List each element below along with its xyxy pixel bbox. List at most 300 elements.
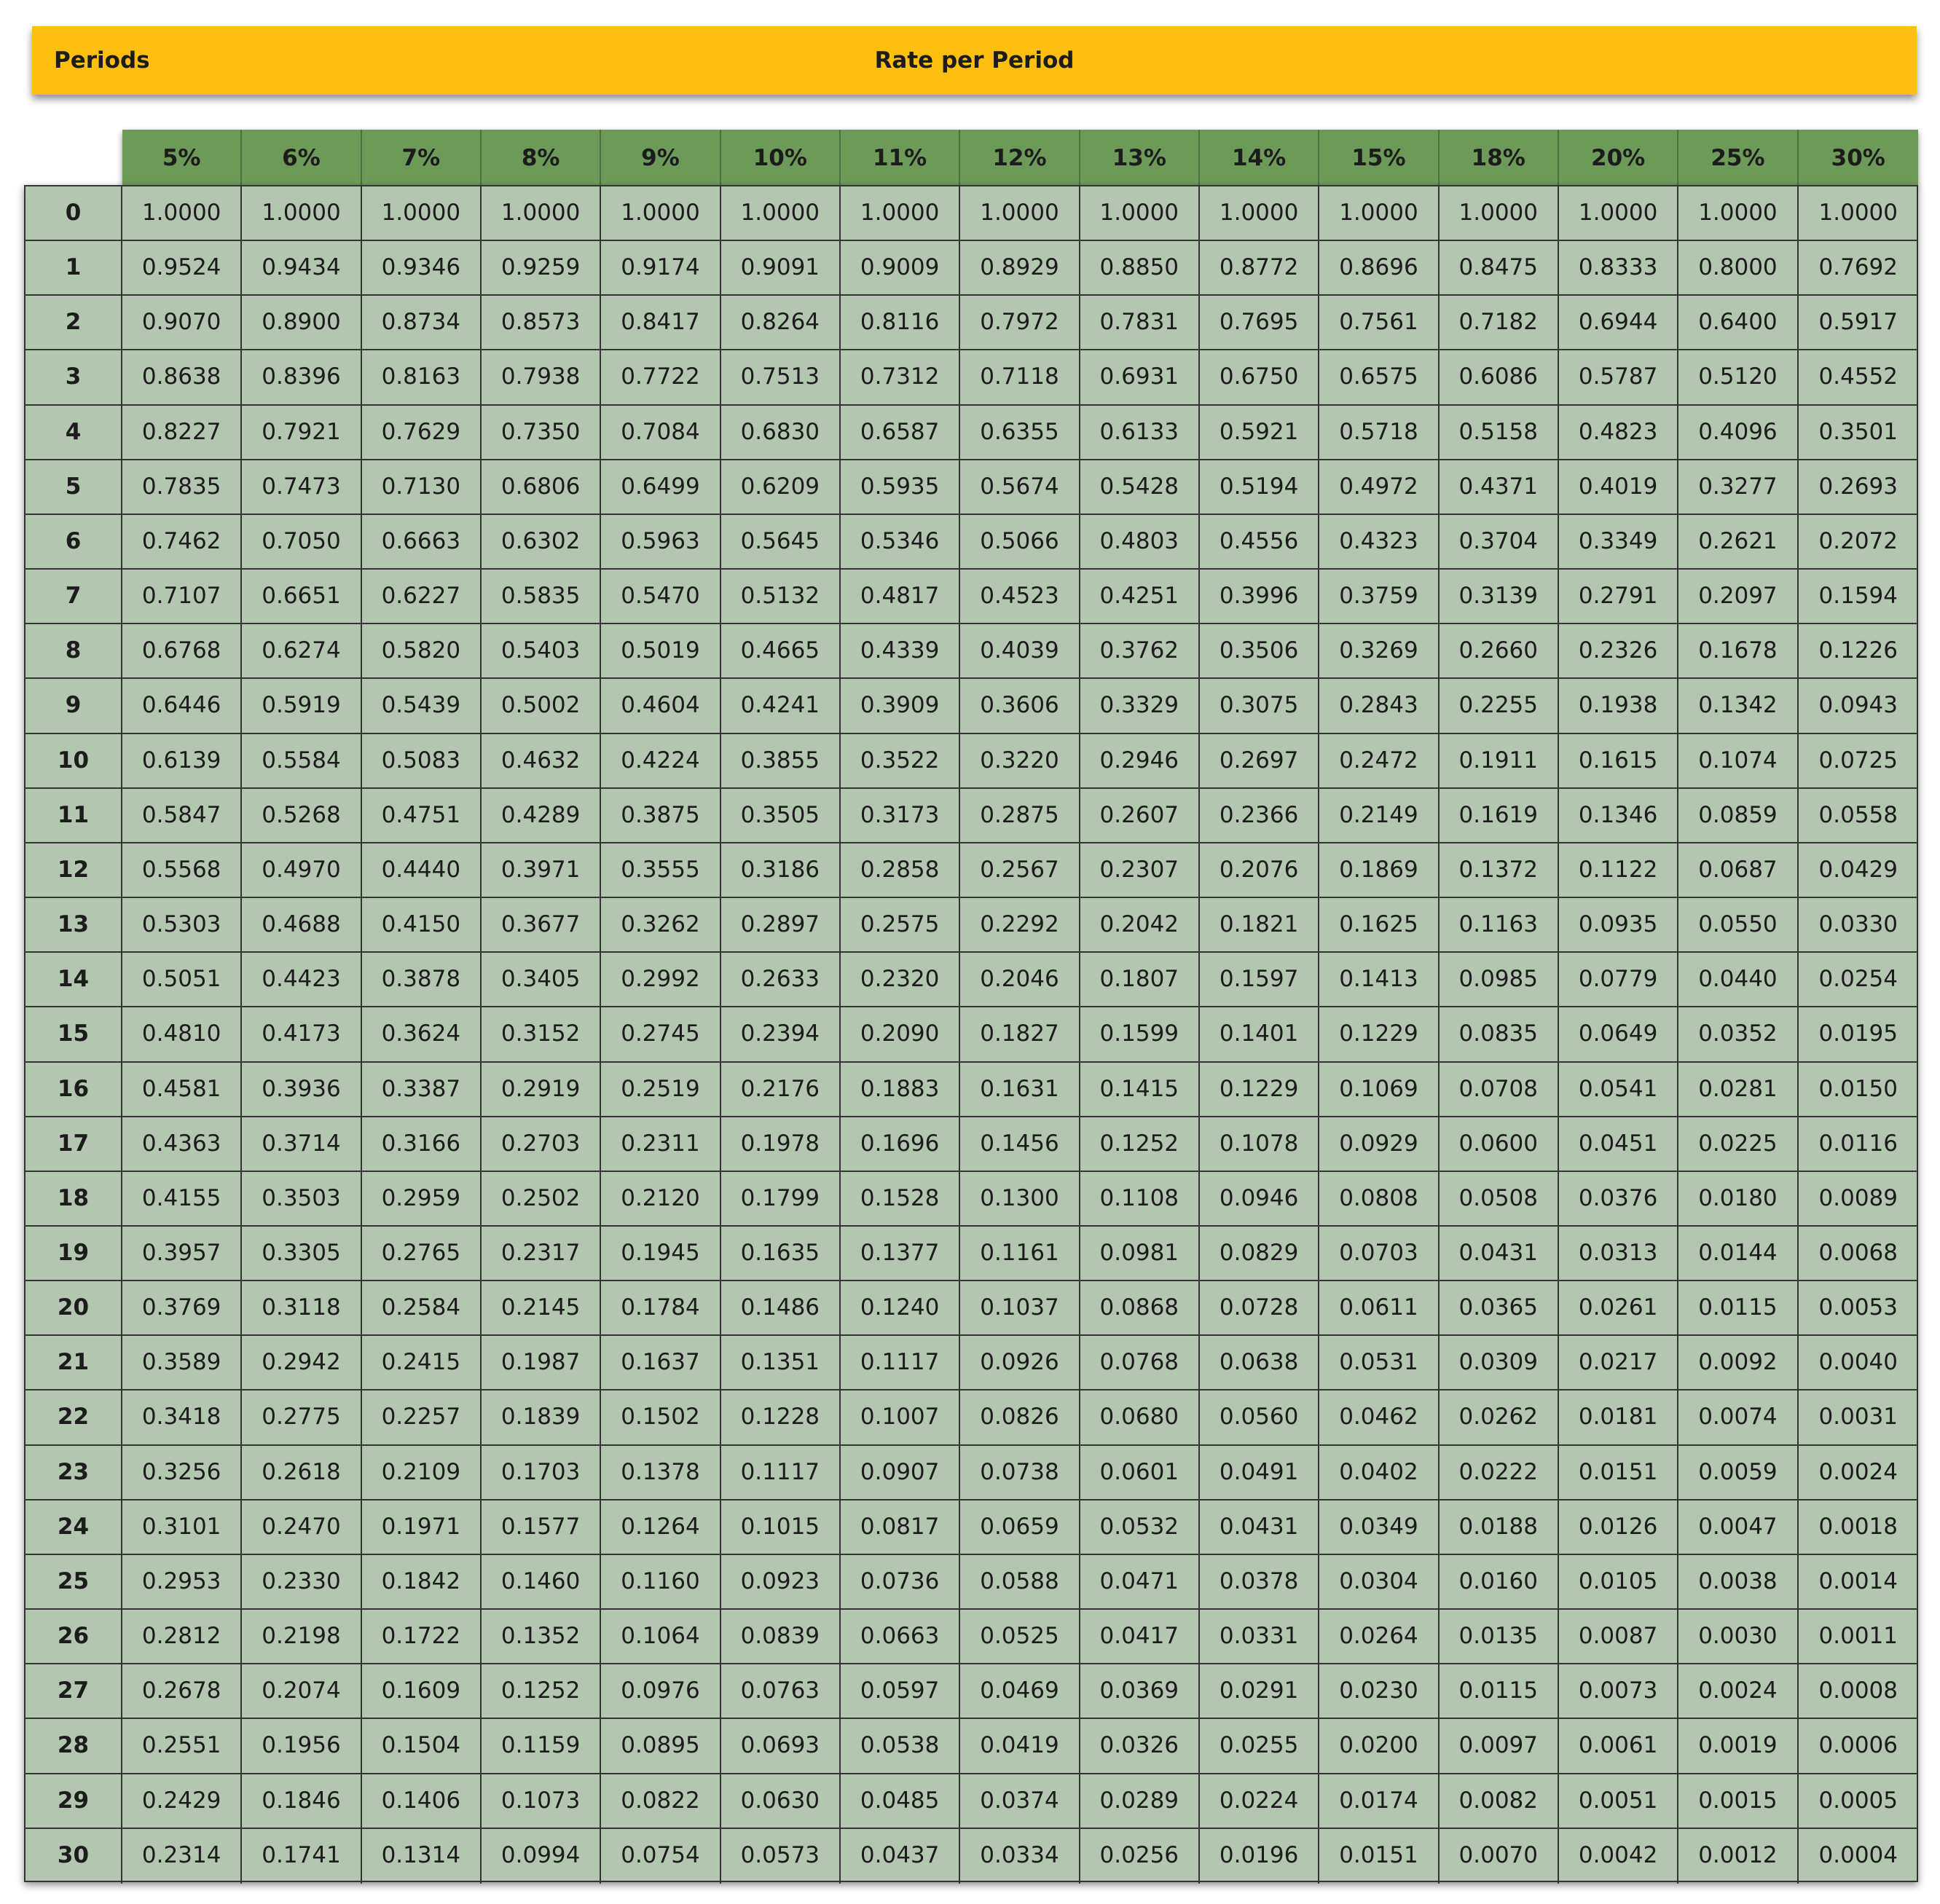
value-cell: 0.0331 [1200,1610,1319,1663]
value-cell: 0.7695 [1200,296,1319,349]
value-cell: 0.0826 [960,1390,1080,1444]
rate-header-cell: 11% [841,130,960,186]
value-cell: 0.5820 [362,624,482,677]
value-cell: 1.0000 [1440,186,1559,240]
value-cell: 0.6302 [482,515,601,568]
value-cell: 0.3220 [960,734,1080,787]
value-cell: 0.0105 [1559,1555,1678,1608]
value-cell: 0.8929 [960,241,1080,294]
value-cell: 0.6086 [1440,350,1559,404]
table-row [25,1336,1917,1390]
value-cell: 0.4810 [122,1007,242,1061]
value-cell: 0.6400 [1678,296,1798,349]
value-cell: 0.0725 [1818,747,1898,774]
rate-header-cell: 25% [1678,130,1798,186]
value-cell: 0.4552 [1818,363,1898,390]
value-cell: 0.0835 [1440,1007,1559,1061]
value-cell: 0.0150 [1818,1075,1898,1102]
value-cell: 0.1631 [960,1063,1080,1116]
value-cell: 0.0365 [1440,1281,1559,1334]
table-row [25,406,1917,460]
value-cell: 0.7921 [242,406,361,459]
value-cell: 0.0525 [960,1610,1080,1663]
value-cell: 0.1883 [841,1063,960,1116]
value-cell: 0.2875 [960,789,1080,842]
value-cell: 0.4096 [1678,406,1798,459]
value-cell: 0.0024 [1818,1458,1898,1485]
value-cell: 0.0601 [1080,1446,1200,1499]
value-cell: 0.0907 [841,1446,960,1499]
value-cell: 0.5158 [1440,406,1559,459]
value-cell: 0.3075 [1200,679,1319,732]
value-cell: 0.1159 [482,1719,601,1772]
value-cell: 0.0994 [482,1829,601,1884]
value-cell: 0.6587 [841,406,960,459]
period-cell: 21 [25,1336,122,1389]
value-cell: 0.0738 [960,1446,1080,1499]
value-cell: 0.8227 [122,406,242,459]
value-cell: 0.8475 [1440,241,1559,294]
value-cell: 0.0779 [1559,953,1678,1006]
value-cell: 0.7084 [601,406,720,459]
value-cell: 0.1869 [1319,843,1439,897]
value-cell: 0.3118 [242,1281,361,1334]
value-cell: 0.0196 [1200,1829,1319,1884]
value-cell: 0.1945 [601,1227,720,1280]
value-cell: 0.0087 [1559,1610,1678,1663]
value-cell: 0.0334 [960,1829,1080,1884]
value-cell: 0.1842 [362,1555,482,1608]
value-cell: 0.7938 [482,350,601,404]
rate-header-cell: 20% [1559,130,1678,186]
value-cell: 0.3996 [1200,570,1319,623]
value-cell: 0.1637 [601,1336,720,1389]
value-cell: 0.1971 [362,1500,482,1554]
table-row [25,953,1917,1007]
value-cell: 0.7118 [960,350,1080,404]
value-cell: 0.5439 [362,679,482,732]
value-cell: 0.0763 [721,1664,841,1718]
table-row [25,1719,1917,1774]
value-cell: 0.2326 [1559,624,1678,677]
table-title-banner [32,26,1917,95]
value-cell: 0.0573 [721,1829,841,1884]
value-cell: 0.5919 [242,679,361,732]
value-cell: 0.3405 [482,953,601,1006]
value-cell: 0.2678 [122,1664,242,1718]
value-cell: 0.2307 [1080,843,1200,897]
value-cell: 0.0230 [1319,1664,1439,1718]
value-cell: 0.0326 [1080,1719,1200,1772]
period-cell: 1 [25,241,122,294]
value-cell: 0.0024 [1678,1664,1798,1718]
value-cell: 0.2693 [1818,473,1898,500]
value-cell: 0.8573 [482,296,601,349]
period-cell: 14 [25,953,122,1006]
value-cell: 0.3606 [960,679,1080,732]
value-cell: 0.4632 [482,734,601,787]
value-cell: 0.1378 [601,1446,720,1499]
value-cell: 0.2897 [721,898,841,951]
period-cell: 5 [25,460,122,514]
value-cell: 0.7462 [122,515,242,568]
value-cell: 0.3418 [122,1390,242,1444]
value-cell: 0.2551 [122,1719,242,1772]
value-cell: 0.0558 [1818,801,1898,828]
value-cell: 0.3329 [1080,679,1200,732]
value-cell: 1.0000 [1559,186,1678,240]
value-cell: 0.0304 [1319,1555,1439,1608]
value-cell: 0.1635 [721,1227,841,1280]
value-cell: 0.0754 [601,1829,720,1884]
value-cell: 0.2607 [1080,789,1200,842]
value-cell: 0.2149 [1319,789,1439,842]
value-cell: 0.5963 [601,515,720,568]
value-cell: 0.5787 [1559,350,1678,404]
value-cell: 0.8163 [362,350,482,404]
value-cell: 0.2292 [960,898,1080,951]
value-cell: 0.0059 [1678,1446,1798,1499]
value-cell: 0.1229 [1319,1007,1439,1061]
value-cell: 0.0822 [601,1774,720,1828]
value-cell: 0.4440 [362,843,482,897]
value-cell: 0.0630 [721,1774,841,1828]
value-cell: 0.5403 [482,624,601,677]
value-cell: 0.0946 [1200,1172,1319,1225]
value-cell: 0.0126 [1559,1500,1678,1554]
value-cell: 0.2314 [122,1829,242,1884]
value-cell: 0.0926 [960,1336,1080,1389]
value-cell: 0.7692 [1818,254,1898,281]
period-cell: 22 [25,1390,122,1444]
value-cell: 0.8734 [362,296,482,349]
value-cell: 0.4371 [1440,460,1559,514]
value-cell: 0.7722 [601,350,720,404]
value-cell: 0.1741 [242,1829,361,1884]
value-cell: 0.2502 [482,1172,601,1225]
value-cell: 0.5051 [122,953,242,1006]
value-cell: 0.0200 [1319,1719,1439,1772]
periods-label: Periods [54,47,150,74]
value-cell: 0.4803 [1080,515,1200,568]
value-cell: 0.5718 [1319,406,1439,459]
table-row [25,515,1917,570]
value-cell: 0.0597 [841,1664,960,1718]
value-cell: 0.4604 [601,679,720,732]
value-cell: 0.3505 [721,789,841,842]
table-row [25,789,1917,843]
table-row [25,1063,1917,1117]
value-cell: 0.2257 [362,1390,482,1444]
value-cell: 1.0000 [482,186,601,240]
value-cell: 0.7130 [362,460,482,514]
value-cell: 0.2311 [601,1117,720,1171]
value-cell: 0.2429 [122,1774,242,1828]
value-cell: 0.1226 [1818,637,1898,664]
value-cell: 0.6355 [960,406,1080,459]
value-cell: 0.1342 [1678,679,1798,732]
period-cell: 19 [25,1227,122,1280]
value-cell: 0.3624 [362,1007,482,1061]
value-cell: 0.2633 [721,953,841,1006]
value-cell: 0.4241 [721,679,841,732]
period-cell: 28 [25,1719,122,1772]
value-cell: 0.0289 [1080,1774,1200,1828]
value-cell: 0.3506 [1200,624,1319,677]
value-cell: 0.3971 [482,843,601,897]
table-row [25,1664,1917,1719]
period-cell: 10 [25,734,122,787]
value-cell: 0.3936 [242,1063,361,1116]
value-cell: 0.3173 [841,789,960,842]
value-cell: 0.2660 [1440,624,1559,677]
value-cell: 0.1401 [1200,1007,1319,1061]
value-cell: 0.0417 [1080,1610,1200,1663]
value-cell: 0.0261 [1559,1281,1678,1334]
period-cell: 25 [25,1555,122,1608]
value-cell: 0.0728 [1200,1281,1319,1334]
value-cell: 0.2394 [721,1007,841,1061]
value-cell: 0.1839 [482,1390,601,1444]
value-cell: 0.5120 [1678,350,1798,404]
rate-header-cell: 10% [721,130,841,186]
period-cell: 8 [25,624,122,677]
value-cell: 0.7473 [242,460,361,514]
rate-header-cell: 8% [482,130,601,186]
table-row [25,1227,1917,1281]
value-cell: 0.4423 [242,953,361,1006]
value-cell: 0.4363 [122,1117,242,1171]
value-cell: 0.1240 [841,1281,960,1334]
value-cell: 0.1413 [1319,953,1439,1006]
value-cell: 0.7182 [1440,296,1559,349]
rate-header-cell: 18% [1440,130,1559,186]
value-cell: 0.1372 [1440,843,1559,897]
value-cell: 0.9434 [242,241,361,294]
value-cell: 0.5921 [1200,406,1319,459]
period-cell: 7 [25,570,122,623]
value-cell: 0.1415 [1080,1063,1200,1116]
value-cell: 0.2415 [362,1336,482,1389]
value-cell: 0.2366 [1200,789,1319,842]
value-cell: 0.4155 [122,1172,242,1225]
value-cell: 0.0217 [1559,1336,1678,1389]
value-cell: 0.7629 [362,406,482,459]
value-cell: 0.0313 [1559,1227,1678,1280]
value-cell: 0.0471 [1080,1555,1200,1608]
rate-per-period-label: Rate per Period [874,47,1075,74]
value-cell: 0.0144 [1678,1227,1798,1280]
value-cell: 0.0047 [1678,1500,1798,1554]
value-cell: 0.0817 [841,1500,960,1554]
value-cell: 0.1594 [1818,583,1898,610]
value-cell: 0.0135 [1440,1610,1559,1663]
value-cell: 0.3759 [1319,570,1439,623]
value-cell: 0.1346 [1559,789,1678,842]
value-cell: 0.4289 [482,789,601,842]
value-cell: 0.0291 [1200,1664,1319,1718]
value-cell: 0.0943 [1818,692,1898,719]
value-cell: 0.8638 [122,350,242,404]
value-cell: 0.3522 [841,734,960,787]
value-cell: 0.0031 [1818,1404,1898,1431]
value-cell: 0.0038 [1678,1555,1798,1608]
table-row [25,1500,1917,1555]
value-cell: 0.0829 [1200,1227,1319,1280]
table-row [25,1774,1917,1829]
value-cell: 0.8696 [1319,241,1439,294]
value-cell: 0.9259 [482,241,601,294]
value-cell: 0.4556 [1200,515,1319,568]
value-cell: 0.0508 [1440,1172,1559,1225]
value-cell: 0.8417 [601,296,720,349]
value-cell: 0.1528 [841,1172,960,1225]
value-cell: 0.0151 [1319,1829,1439,1884]
value-cell: 0.5674 [960,460,1080,514]
value-cell: 0.2109 [362,1446,482,1499]
table-row [25,898,1917,953]
value-cell: 0.4173 [242,1007,361,1061]
value-cell: 0.7350 [482,406,601,459]
value-cell: 0.1460 [482,1555,601,1608]
value-cell: 0.1846 [242,1774,361,1828]
value-cell: 0.2812 [122,1610,242,1663]
value-cell: 0.0376 [1559,1172,1678,1225]
table-row [25,1281,1917,1336]
value-cell: 0.1619 [1440,789,1559,842]
value-cell: 0.0541 [1559,1063,1678,1116]
value-cell: 0.6830 [721,406,841,459]
table-row [25,186,1917,241]
value-cell: 1.0000 [601,186,720,240]
value-cell: 0.2120 [601,1172,720,1225]
value-cell: 0.0768 [1080,1336,1200,1389]
value-cell: 0.2775 [242,1390,361,1444]
value-cell: 0.2745 [601,1007,720,1061]
value-cell: 0.2959 [362,1172,482,1225]
value-cell: 0.3387 [362,1063,482,1116]
value-cell: 0.0051 [1559,1774,1678,1828]
value-cell: 0.0262 [1440,1390,1559,1444]
value-cell: 0.2858 [841,843,960,897]
value-cell: 1.0000 [841,186,960,240]
value-cell: 0.0181 [1559,1390,1678,1444]
value-cell: 0.2703 [482,1117,601,1171]
value-cell: 0.5346 [841,515,960,568]
value-cell: 0.2519 [601,1063,720,1116]
value-cell: 0.2843 [1319,679,1439,732]
value-cell: 0.0222 [1440,1446,1559,1499]
value-cell: 0.0736 [841,1555,960,1608]
value-cell: 0.3277 [1678,460,1798,514]
value-cell: 0.1406 [362,1774,482,1828]
value-cell: 0.2584 [362,1281,482,1334]
value-cell: 0.1007 [841,1390,960,1444]
value-cell: 0.0188 [1440,1500,1559,1554]
period-cell: 20 [25,1281,122,1334]
value-cell: 0.2567 [960,843,1080,897]
value-cell: 0.1073 [482,1774,601,1828]
value-cell: 0.8850 [1080,241,1200,294]
value-cell: 0.4251 [1080,570,1200,623]
value-cell: 0.2765 [362,1227,482,1280]
value-cell: 0.0116 [1818,1130,1898,1157]
value-cell: 0.0330 [1818,911,1898,938]
value-cell: 1.0000 [1818,200,1898,226]
value-cell: 0.1117 [721,1446,841,1499]
rate-header-cell: 9% [601,130,720,186]
value-cell: 0.2145 [482,1281,601,1334]
value-cell: 0.1377 [841,1227,960,1280]
value-cell: 0.7513 [721,350,841,404]
value-cell: 0.4523 [960,570,1080,623]
value-cell: 1.0000 [960,186,1080,240]
value-cell: 0.0030 [1678,1610,1798,1663]
value-cell: 0.1229 [1200,1063,1319,1116]
value-cell: 0.3957 [122,1227,242,1280]
value-cell: 0.0839 [721,1610,841,1663]
value-cell: 0.3714 [242,1117,361,1171]
rate-header-cell: 13% [1080,130,1200,186]
value-cell: 0.0402 [1319,1446,1439,1499]
table-row [25,460,1917,515]
value-cell: 0.4019 [1559,460,1678,514]
value-cell: 0.9524 [122,241,242,294]
value-cell: 0.0151 [1559,1446,1678,1499]
value-cell: 0.6651 [242,570,361,623]
value-cell: 0.3152 [482,1007,601,1061]
rate-header-cell: 7% [362,130,482,186]
value-cell: 0.9009 [841,241,960,294]
value-cell: 0.0419 [960,1719,1080,1772]
value-cell: 0.2953 [122,1555,242,1608]
value-cell: 0.4323 [1319,515,1439,568]
value-cell: 0.2618 [242,1446,361,1499]
value-cell: 0.3269 [1319,624,1439,677]
present-value-table [24,185,1918,1882]
value-cell: 0.0600 [1440,1117,1559,1171]
value-cell: 0.6750 [1200,350,1319,404]
period-cell: 6 [25,515,122,568]
value-cell: 0.0281 [1678,1063,1798,1116]
value-cell: 0.2992 [601,953,720,1006]
value-cell: 0.0532 [1080,1500,1200,1554]
value-cell: 0.0115 [1440,1664,1559,1718]
value-cell: 0.0012 [1678,1829,1798,1884]
value-cell: 0.0868 [1080,1281,1200,1334]
value-cell: 0.6133 [1080,406,1200,459]
value-cell: 0.0255 [1200,1719,1319,1772]
value-cell: 0.8900 [242,296,361,349]
value-cell: 0.1486 [721,1281,841,1334]
value-cell: 0.1703 [482,1446,601,1499]
value-cell: 0.3555 [601,843,720,897]
value-cell: 0.3769 [122,1281,242,1334]
value-cell: 0.5935 [841,460,960,514]
period-cell: 2 [25,296,122,349]
value-cell: 0.7561 [1319,296,1439,349]
value-cell: 0.1625 [1319,898,1439,951]
value-cell: 0.6931 [1080,350,1200,404]
value-cell: 0.8772 [1200,241,1319,294]
value-cell: 0.1122 [1559,843,1678,897]
value-cell: 0.9091 [721,241,841,294]
value-cell: 0.2919 [482,1063,601,1116]
value-cell: 0.6944 [1559,296,1678,349]
table-row [25,350,1917,405]
value-cell: 0.3501 [1818,418,1898,445]
value-cell: 1.0000 [122,186,242,240]
